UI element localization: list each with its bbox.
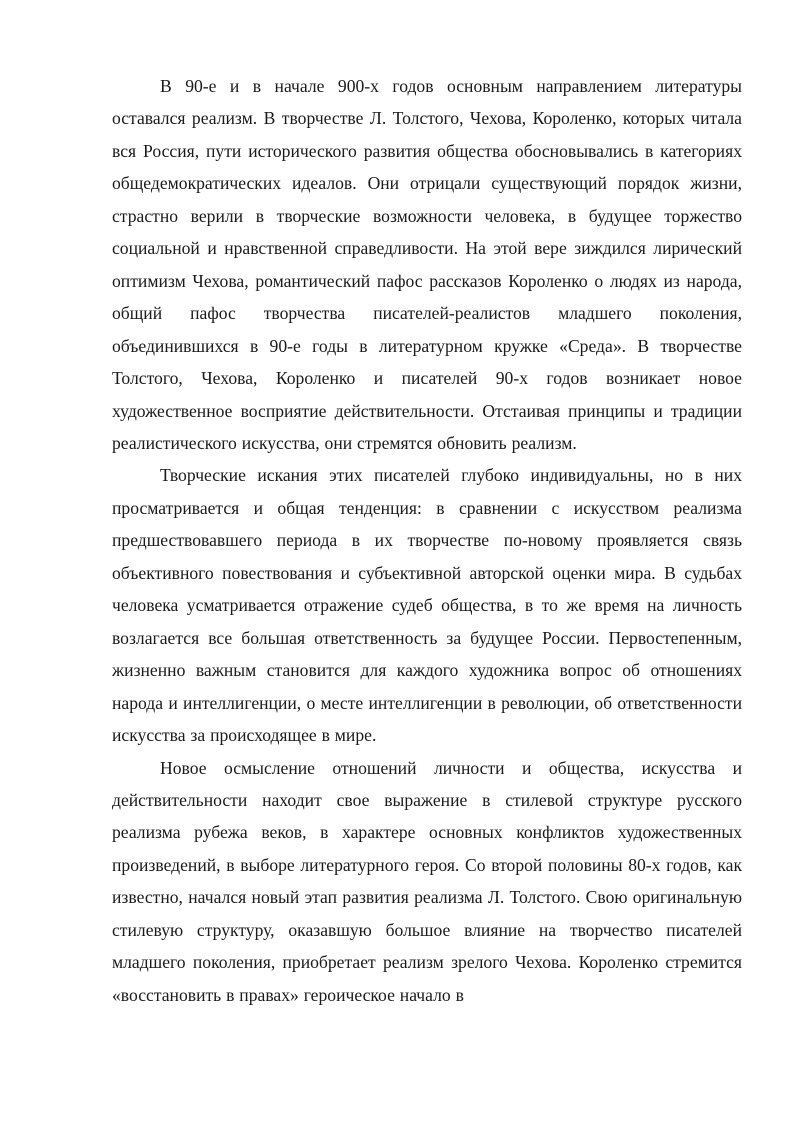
text-body [112,70,742,1011]
paragraph-1: В 90-е и в начале 900-х годов основным направлением литературы оставался реализм. В творчестве Л. Толстого, Чехова, Короленко, которых читала вся Россия, пути исторического развития общества обосновывались в категориях общедемократических идеалов. Они отрицали существующий порядок жизни, страстно верили в творческие возможности человека, в будущее торжество социальной и нравственной справедливости. На этой вере зиждился лирический оптимизм Чехова, романтический пафос рассказов Короленко о людях из народа, общий пафос творчества писателей-реалистов младшего поколения, объединившихся в 90-е годы в литературном кружке «Среда». В творчестве Толстого, Чехова, Короленко и писателей 90-х годов возникает новое художественное восприятие действительности. Отстаивая принципы и традиции реалистического искусства, они стремятся обновить реализм. [112,76,742,453]
paragraph-2: Творческие искания этих писателей глубоко индивидуальны, но в них просматривается и общая тенденция: в сравнении с искусством реализма предшествовавшего периода в их творчестве по-новому проявляется связь объективного повествования и субъективной авторской оценки мира. В судьбах человека усматривается отражение судеб общества, в то же время на личность возлагается все большая ответственность за будущее России. Первостепенным, жизненно важным становится для каждого художника вопрос об отношениях народа и интеллигенции, о месте интеллигенции в революции, об ответственности искусства за происходящее в мире. [112,465,742,746]
paragraph-3: Новое осмысление отношений личности и общества, искусства и действительности находит свое выражение в стилевой структуре русского реализма рубежа веков, в характере основных конфликтов художественных произведений, в выборе литературного героя. Со второй половины 80-х годов, как известно, начался новый этап развития реализма Л. Толстого. Свою оригинальную стилевую структуру, оказавшую большое влияние на творчество писателей младшего поколения, приобретает реализм зрелого Чехова. Короленко стремится «восстановить в правах» героическое начало в [112,757,742,1005]
